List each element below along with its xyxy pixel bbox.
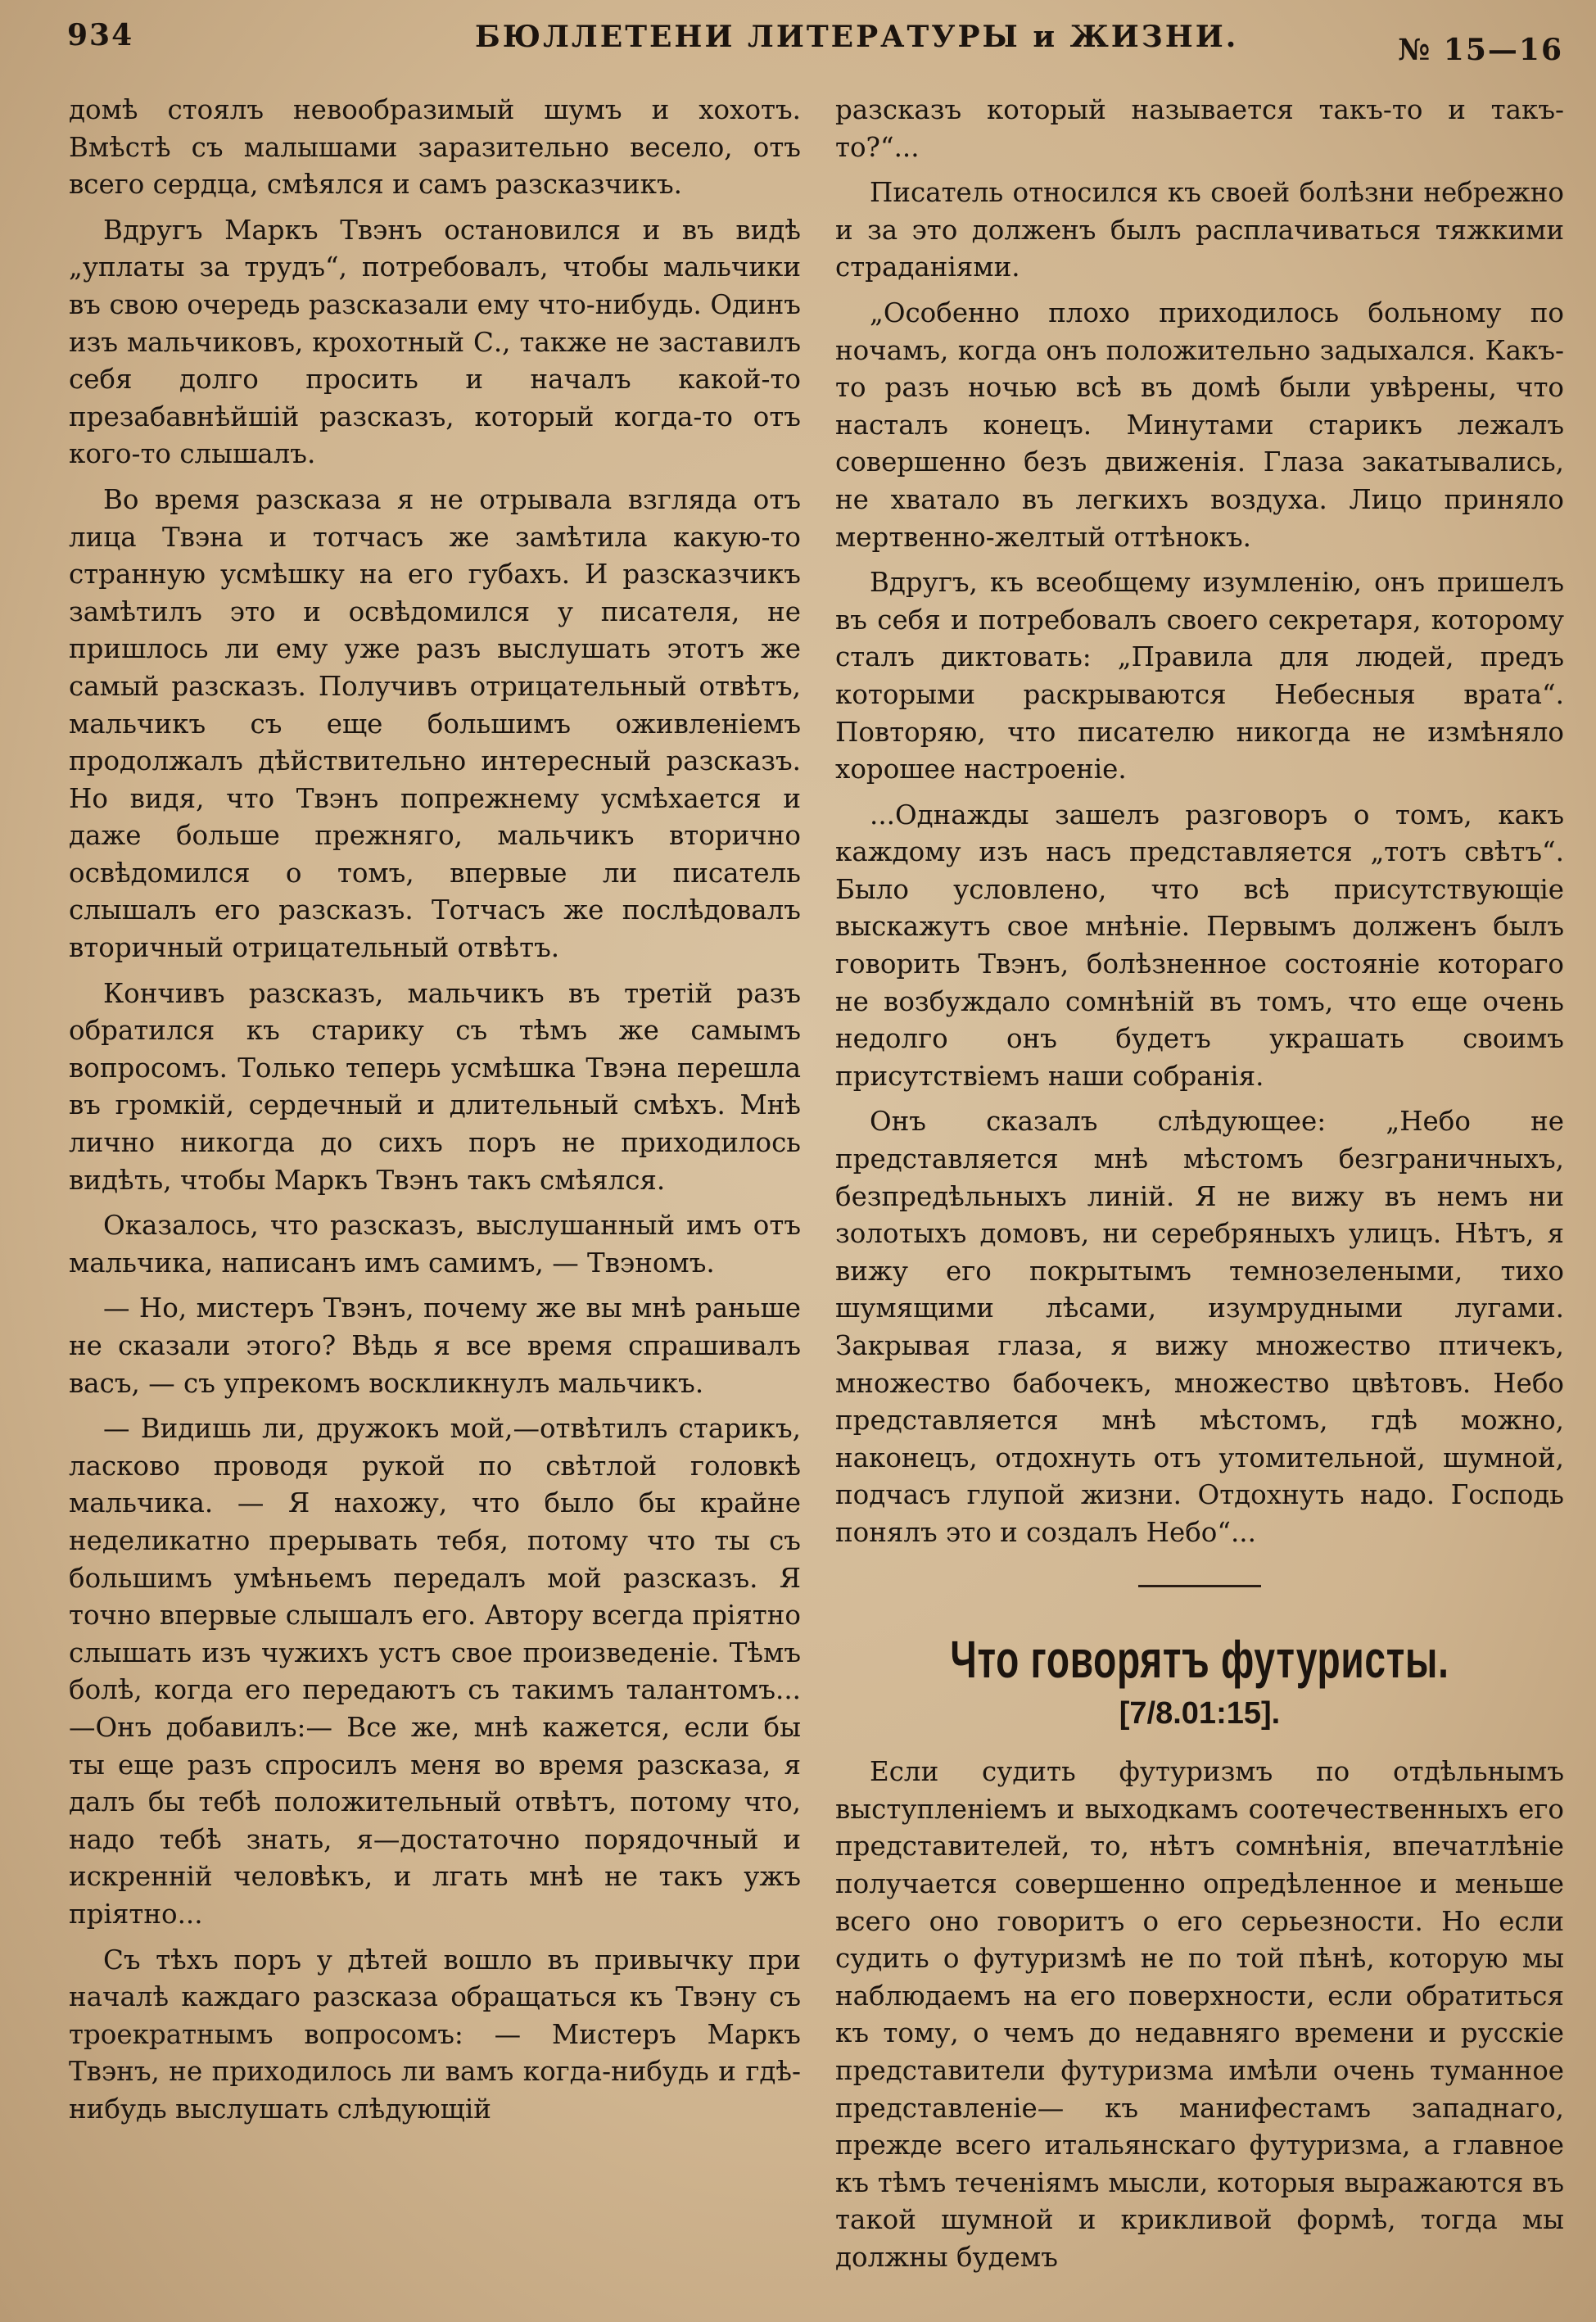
paragraph: ...Однажды зашелъ разговоръ о томъ, какъ каждому изъ насъ представляется „тотъ свѣтъ“. Было условлено, что всѣ присутствующіе выскажутъ свое мнѣніе. Первымъ долженъ былъ говорить Твэнъ, болѣзненное состояніе котораго не возбуждало сомнѣній въ томъ, что еще очень недолго онъ будетъ украшать своимъ присутствіемъ наши собранія. [835, 799, 1564, 1092]
left-column [69, 92, 801, 2136]
paragraph: — Видишь ли, дружокъ мой,—отвѣтилъ старикъ, ласково проводя рукой по свѣтлой головкѣ мальчика. — Я нахожу, что было бы крайне неделикатно прерывать тебя, потому что ты съ большимъ умѣньемъ передалъ мой разсказъ. Я точно впервые слышалъ его. Автору всегда пріятно слышать изъ чужихъ устъ свое произведеніе. Тѣмъ болѣ, когда его передаютъ съ такимъ талантомъ...—Онъ добавилъ:— Все же, мнѣ кажется, если бы ты еще разъ спросилъ меня во время разсказа, я далъ бы тебѣ положительный отвѣтъ, потому что, надо тебѣ знать, я—достаточно порядочный и искренній человѣкъ, и лгать мнѣ не такъ ужъ пріятно... [69, 1413, 801, 1930]
paragraph: „Особенно плохо приходилось больному по ночамъ, когда онъ положительно задыхался. Какъ-то разъ ночью всѣ въ домѣ были увѣрены, что насталъ конецъ. Минутами старикъ лежалъ совершенно безъ движенія. Глаза закатывались, не хватало въ легкихъ воздуха. Лицо приняло мертвенно-желтый оттѣнокъ. [835, 296, 1564, 553]
page-number: 934 [67, 18, 134, 52]
paragraph: Вдругъ, къ всеобщему изумленію, онъ пришелъ въ себя и потребовалъ своего секретаря, которому сталъ диктовать: „Правила для людей, предъ которыми раскрываются Небесныя врата“. Повторяю, что писателю никогда не измѣняло хорошее настроеніе. [835, 567, 1564, 785]
article-title: Что говорятъ футуристы. [950, 1629, 1449, 1689]
paragraph: разсказъ который называется такъ-то и такъ-то?“... [835, 94, 1564, 163]
article-date: [7/8.01:15]. [1119, 1695, 1281, 1731]
right-column [835, 92, 1564, 2284]
article-paragraph: Если судить футуризмъ по отдѣльнымъ выступленіемъ и выходкамъ соотечественныхъ его представителей, то, нѣтъ сомнѣнія, впечатлѣніе получается совершенно опредѣленное и меньше всего оно говоритъ о его серьезности. Но если судить о футуризмѣ не по той пѣнѣ, которую мы наблюдаемъ на его поверхности, если обратиться къ тому, о чемъ до недавняго времени и русскіе представители футуризма имѣли очень туманное представленіе— къ манифестамъ западнаго, прежде всего итальянскаго футуризма, а главное къ тѣмъ теченіямъ мысли, которыя выражаются въ такой шумной и крикливой формѣ, тогда мы должны будемъ [835, 1756, 1564, 2273]
paragraph: Съ тѣхъ поръ у дѣтей вошло въ привычку при началѣ каждаго разсказа обращаться къ Твэну съ троекратнымъ вопросомъ: — Мистеръ Маркъ Твэнъ, не приходилось ли вамъ когда-нибудь и гдѣ-нибудь выслушать слѣдующій [69, 1944, 801, 2125]
paragraph: — Но, мистеръ Твэнъ, почему же вы мнѣ раньше не сказали этого? Вѣдь я все время спрашивалъ васъ, — съ упрекомъ воскликнулъ мальчикъ. [69, 1292, 801, 1399]
paragraph: домѣ стоялъ невообразимый шумъ и хохотъ. Вмѣстѣ съ малышами заразительно весело, отъ всего сердца, смѣялся и самъ разсказчикъ. [69, 94, 801, 201]
issue-number: № 15—16 [1398, 33, 1563, 67]
paragraph: Вдругъ Маркъ Твэнъ остановился и въ видѣ „уплаты за трудъ“, потребовалъ, чтобы мальчики въ свою очередь разсказали ему что-нибудь. Одинъ изъ мальчиковъ, крохотный С., также не заставилъ себя долго просить и началъ какой-то презабавнѣйшій разсказъ, который когда-то отъ кого-то слышалъ. [69, 214, 801, 470]
paragraph: Кончивъ разсказъ, мальчикъ въ третій разъ обратился къ старику съ тѣмъ же самымъ вопросомъ. Только теперь усмѣшка Твэна перешла въ громкій, сердечный и длительный смѣхъ. Мнѣ лично никогда до сихъ поръ не приходилось видѣть, чтобы Маркъ Твэнъ такъ смѣялся. [69, 977, 801, 1196]
paragraph: Онъ сказалъ слѣдующее: „Небо не представляется мнѣ мѣстомъ безграничныхъ, безпредѣльныхъ линій. Я не вижу въ немъ ни золотыхъ домовъ, ни серебряныхъ улицъ. Нѣтъ, я вижу его покрытымъ темнозелеными, тихо шумящими лѣсами, изумрудными лугами. Закрывая глаза, я вижу множество птичекъ, множество бабочекъ, множество цвѣтовъ. Небо представляется мнѣ мѣстомъ, гдѣ можно, наконецъ, отдохнуть отъ утомительной, шумной, подчасъ глупой жизни. Отдохнуть надо. Господь понялъ это и создалъ Небо“... [835, 1106, 1564, 1548]
section-divider [1138, 1585, 1261, 1587]
paragraph: Оказалось, что разсказъ, выслушанный имъ отъ мальчика, написанъ имъ самимъ, — Твэномъ. [69, 1210, 801, 1279]
page-header [0, 8, 1596, 74]
paragraph: Во время разсказа я не отрывала взгляда отъ лица Твэна и тотчасъ же замѣтила какую-то странную усмѣшку на его губахъ. И разсказчикъ замѣтилъ это и освѣдомился у писателя, не пришлось ли ему уже разъ выслушать этотъ же самый разсказъ. Получивъ отрицательный отвѣтъ, мальчикъ съ еще большимъ оживленіемъ продолжалъ дѣйствительно интересный разсказъ. Но видя, что Твэнъ попрежнему усмѣхается и даже больше прежняго, мальчикъ вторично освѣдомился о томъ, впервые ли писатель слышалъ его разсказъ. Тотчасъ же послѣдовалъ вторичный отрицательный отвѣтъ. [69, 483, 801, 964]
paragraph: Писатель относился къ своей болѣзни небрежно и за это долженъ былъ расплачиваться тяжкими страданіями. [835, 177, 1564, 283]
journal-title: БЮЛЛЕТЕНИ ЛИТЕРАТУРЫ и ЖИЗНИ. [475, 20, 1239, 54]
